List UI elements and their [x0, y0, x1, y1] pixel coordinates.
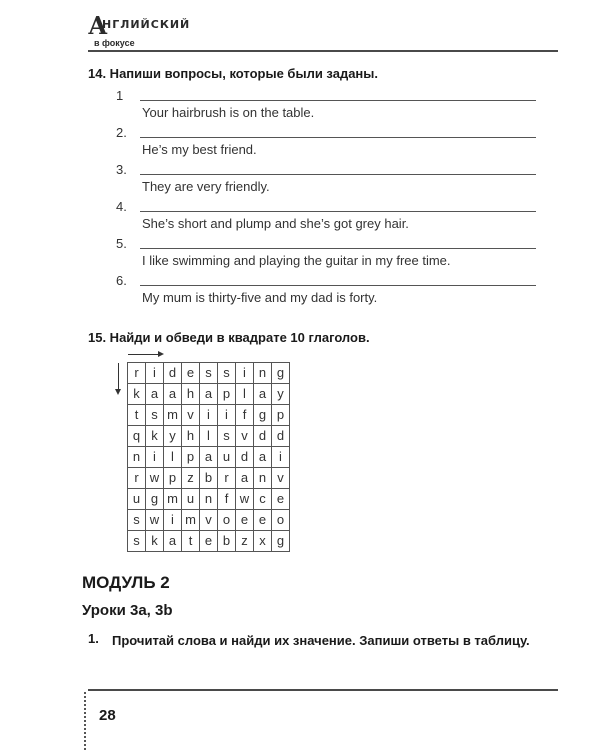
- lessons-title: Уроки 3a, 3b: [82, 602, 173, 619]
- logo-initial: А: [88, 11, 108, 40]
- grid-cell[interactable]: v: [182, 405, 200, 426]
- grid-cell[interactable]: i: [218, 405, 236, 426]
- question-number: 5.: [116, 236, 127, 251]
- grid-cell[interactable]: b: [218, 531, 236, 552]
- grid-cell[interactable]: t: [128, 405, 146, 426]
- question-number: 3.: [116, 162, 127, 177]
- grid-cell[interactable]: s: [200, 363, 218, 384]
- answer-line[interactable]: [140, 248, 536, 249]
- grid-cell[interactable]: g: [146, 489, 164, 510]
- grid-cell[interactable]: a: [200, 384, 218, 405]
- grid-cell[interactable]: p: [164, 468, 182, 489]
- grid-cell[interactable]: a: [200, 447, 218, 468]
- grid-cell[interactable]: d: [272, 426, 290, 447]
- grid-cell[interactable]: n: [254, 468, 272, 489]
- grid-cell[interactable]: r: [218, 468, 236, 489]
- horizontal-arrow-icon: [128, 354, 162, 355]
- answer-line[interactable]: [140, 137, 536, 138]
- logo-wordmark: НГЛИЙСКИЙ: [102, 18, 191, 31]
- module-title: МОДУЛЬ 2: [82, 573, 170, 592]
- grid-cell[interactable]: l: [236, 384, 254, 405]
- question-number: 4.: [116, 199, 127, 214]
- grid-cell[interactable]: l: [200, 426, 218, 447]
- grid-cell[interactable]: u: [128, 489, 146, 510]
- grid-cell[interactable]: s: [218, 426, 236, 447]
- grid-cell[interactable]: h: [182, 384, 200, 405]
- grid-cell[interactable]: u: [218, 447, 236, 468]
- grid-cell[interactable]: i: [164, 510, 182, 531]
- grid-cell[interactable]: f: [218, 489, 236, 510]
- given-answer: They are very friendly.: [142, 179, 270, 194]
- grid-cell[interactable]: k: [128, 384, 146, 405]
- question-number: 2.: [116, 125, 127, 140]
- grid-row: [128, 384, 290, 405]
- grid-cell[interactable]: x: [254, 531, 272, 552]
- grid-cell[interactable]: n: [128, 447, 146, 468]
- grid-row: [128, 468, 290, 489]
- grid-cell[interactable]: e: [236, 510, 254, 531]
- grid-row: [128, 531, 290, 552]
- answer-line[interactable]: [140, 100, 536, 101]
- question-number: 6.: [116, 273, 127, 288]
- grid-cell[interactable]: p: [182, 447, 200, 468]
- exercise-15-title: 15. Найди и обведи в квадрате 10 глаголов.: [88, 330, 370, 345]
- grid-cell[interactable]: i: [146, 447, 164, 468]
- grid-cell[interactable]: o: [272, 510, 290, 531]
- answer-line[interactable]: [140, 285, 536, 286]
- grid-cell[interactable]: z: [236, 531, 254, 552]
- grid-cell[interactable]: b: [200, 468, 218, 489]
- grid-cell[interactable]: y: [164, 426, 182, 447]
- grid-cell[interactable]: k: [146, 426, 164, 447]
- grid-row: [128, 489, 290, 510]
- grid-cell[interactable]: v: [272, 468, 290, 489]
- grid-cell[interactable]: s: [128, 510, 146, 531]
- grid-cell[interactable]: n: [254, 363, 272, 384]
- grid-cell[interactable]: g: [272, 531, 290, 552]
- grid-row: [128, 447, 290, 468]
- page-number: 28: [99, 707, 116, 724]
- grid-cell[interactable]: w: [236, 489, 254, 510]
- grid-cell[interactable]: a: [146, 384, 164, 405]
- grid-cell[interactable]: g: [272, 363, 290, 384]
- dotted-margin-line: [84, 692, 86, 750]
- grid-cell[interactable]: v: [236, 426, 254, 447]
- grid-cell[interactable]: z: [182, 468, 200, 489]
- answer-line[interactable]: [140, 211, 536, 212]
- vertical-arrow-icon: [118, 363, 119, 393]
- grid-cell[interactable]: q: [128, 426, 146, 447]
- question-number: 1: [116, 88, 124, 103]
- grid-cell[interactable]: m: [164, 489, 182, 510]
- grid-cell[interactable]: r: [128, 363, 146, 384]
- grid-row: [128, 426, 290, 447]
- grid-cell[interactable]: a: [236, 468, 254, 489]
- grid-cell[interactable]: v: [200, 510, 218, 531]
- grid-cell[interactable]: a: [254, 447, 272, 468]
- grid-cell[interactable]: c: [254, 489, 272, 510]
- grid-cell[interactable]: i: [146, 363, 164, 384]
- grid-cell[interactable]: o: [218, 510, 236, 531]
- header-divider: [88, 50, 558, 52]
- grid-cell[interactable]: i: [272, 447, 290, 468]
- task-1-text: Прочитай слова и найди их значение. Запиши ответы в таблицу.: [112, 633, 530, 648]
- grid-cell[interactable]: s: [128, 531, 146, 552]
- grid-cell[interactable]: k: [146, 531, 164, 552]
- grid-cell[interactable]: m: [182, 510, 200, 531]
- word-search-grid: [127, 362, 290, 552]
- grid-row: [128, 363, 290, 384]
- given-answer: He’s my best friend.: [142, 142, 257, 157]
- grid-cell[interactable]: n: [200, 489, 218, 510]
- grid-cell[interactable]: t: [182, 531, 200, 552]
- grid-cell[interactable]: l: [164, 447, 182, 468]
- grid-cell[interactable]: e: [254, 510, 272, 531]
- grid-cell[interactable]: m: [164, 405, 182, 426]
- task-1-number: 1.: [88, 631, 99, 646]
- grid-cell[interactable]: w: [146, 510, 164, 531]
- grid-cell[interactable]: i: [236, 363, 254, 384]
- grid-row: [128, 405, 290, 426]
- grid-cell[interactable]: f: [236, 405, 254, 426]
- grid-cell[interactable]: u: [182, 489, 200, 510]
- footer-divider: [88, 689, 558, 691]
- grid-cell[interactable]: e: [200, 531, 218, 552]
- grid-cell[interactable]: r: [128, 468, 146, 489]
- answer-line[interactable]: [140, 174, 536, 175]
- grid-cell[interactable]: w: [146, 468, 164, 489]
- exercise-14-title: 14. Напиши вопросы, которые были заданы.: [88, 66, 378, 81]
- grid-cell[interactable]: p: [218, 384, 236, 405]
- given-answer: She’s short and plump and she’s got grey hair.: [142, 216, 409, 231]
- grid-row: [128, 510, 290, 531]
- grid-cell[interactable]: h: [182, 426, 200, 447]
- grid-cell[interactable]: g: [254, 405, 272, 426]
- grid-cell[interactable]: e: [182, 363, 200, 384]
- grid-cell[interactable]: d: [254, 426, 272, 447]
- grid-cell[interactable]: e: [272, 489, 290, 510]
- grid-cell[interactable]: a: [164, 531, 182, 552]
- given-answer: Your hairbrush is on the table.: [142, 105, 315, 120]
- logo-subtitle: в фокусе: [94, 38, 135, 48]
- grid-cell[interactable]: i: [200, 405, 218, 426]
- given-answer: My mum is thirty-five and my dad is forty.: [142, 290, 378, 305]
- grid-cell[interactable]: s: [218, 363, 236, 384]
- grid-cell[interactable]: p: [272, 405, 290, 426]
- grid-cell[interactable]: y: [272, 384, 290, 405]
- grid-cell[interactable]: a: [164, 384, 182, 405]
- grid-cell[interactable]: d: [164, 363, 182, 384]
- grid-cell[interactable]: a: [254, 384, 272, 405]
- grid-cell[interactable]: s: [146, 405, 164, 426]
- grid-cell[interactable]: d: [236, 447, 254, 468]
- given-answer: I like swimming and playing the guitar in my free time.: [142, 253, 451, 268]
